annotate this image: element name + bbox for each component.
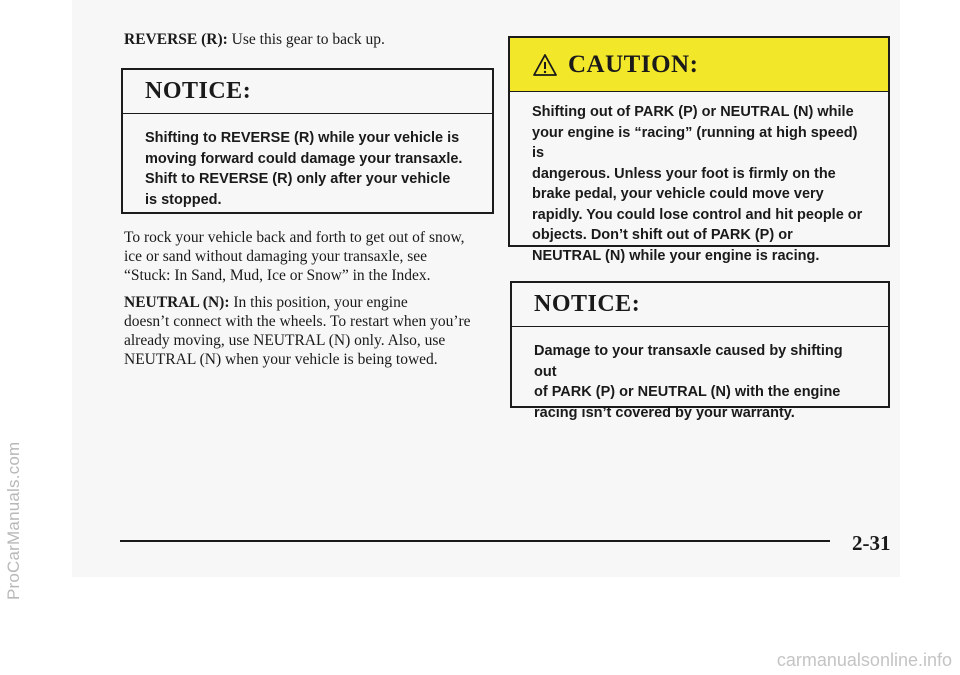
reverse-text: Use this gear to back up. — [227, 31, 385, 48]
rock-line: ice or sand without damaging your transaxle, see — [124, 248, 428, 265]
caution-heading: CAUTION: — [568, 50, 699, 78]
neutral-label: NEUTRAL (N): — [124, 294, 230, 311]
caution-body — [510, 92, 888, 266]
reverse-paragraph — [124, 30, 385, 49]
caution-line: brake pedal, your vehicle could move very — [532, 186, 824, 202]
caution-box — [508, 36, 890, 264]
notice-line: of PARK (P) or NEUTRAL (N) with the engine — [534, 384, 841, 400]
side-watermark: ProCarManuals.com — [4, 441, 23, 600]
notice-line: moving forward could damage your transaxle. — [145, 150, 463, 167]
caution-line: rapidly. You could lose control and hit people or — [532, 206, 863, 223]
notice-body — [123, 114, 492, 210]
caution-line: your engine is “racing” (running at high speed) is — [532, 124, 858, 161]
rock-line: “Stuck: In Sand, Mud, Ice or Snow” in the Index. — [124, 267, 431, 284]
neutral-line: NEUTRAL (N) when your vehicle is being towed. — [124, 351, 438, 368]
rock-line: To rock your vehicle back and forth to get out of snow, — [124, 229, 465, 246]
reverse-label: REVERSE (R): — [124, 31, 228, 48]
notice-heading: NOTICE: — [512, 283, 888, 327]
warning-triangle-icon — [532, 53, 558, 77]
footer-rule — [120, 540, 830, 542]
caution-line: dangerous. Unless your foot is firmly on the — [532, 165, 836, 182]
notice-line: Damage to your transaxle caused by shifting out — [534, 343, 843, 380]
neutral-line: already moving, use NEUTRAL (N) only. Also, use — [124, 332, 446, 349]
rock-vehicle-paragraph — [124, 228, 465, 285]
notice-body — [512, 327, 888, 423]
footer-watermark: carmanualsonline.info — [776, 650, 952, 670]
notice-line: racing isn’t covered by your warranty. — [534, 404, 795, 421]
page-number: 2-31 — [852, 531, 891, 555]
neutral-line: doesn’t connect with the wheels. To restart when you’re — [124, 313, 471, 330]
neutral-paragraph — [124, 293, 471, 369]
caution-line: objects. Don’t shift out of PARK (P) or — [532, 227, 793, 243]
notice-box-warranty — [510, 281, 890, 421]
notice-line: is stopped. — [145, 191, 222, 208]
caution-header — [510, 38, 888, 92]
caution-line: NEUTRAL (N) while your engine is racing. — [532, 247, 820, 264]
notice-line: Shifting to REVERSE (R) while your vehicle is — [145, 130, 460, 146]
notice-line: Shift to REVERSE (R) only after your vehicle — [145, 171, 451, 187]
neutral-first-line: In this position, your engine — [229, 294, 408, 311]
notice-heading: NOTICE: — [123, 70, 492, 114]
notice-box-reverse — [121, 68, 494, 214]
caution-line: Shifting out of PARK (P) or NEUTRAL (N) while — [532, 104, 854, 120]
